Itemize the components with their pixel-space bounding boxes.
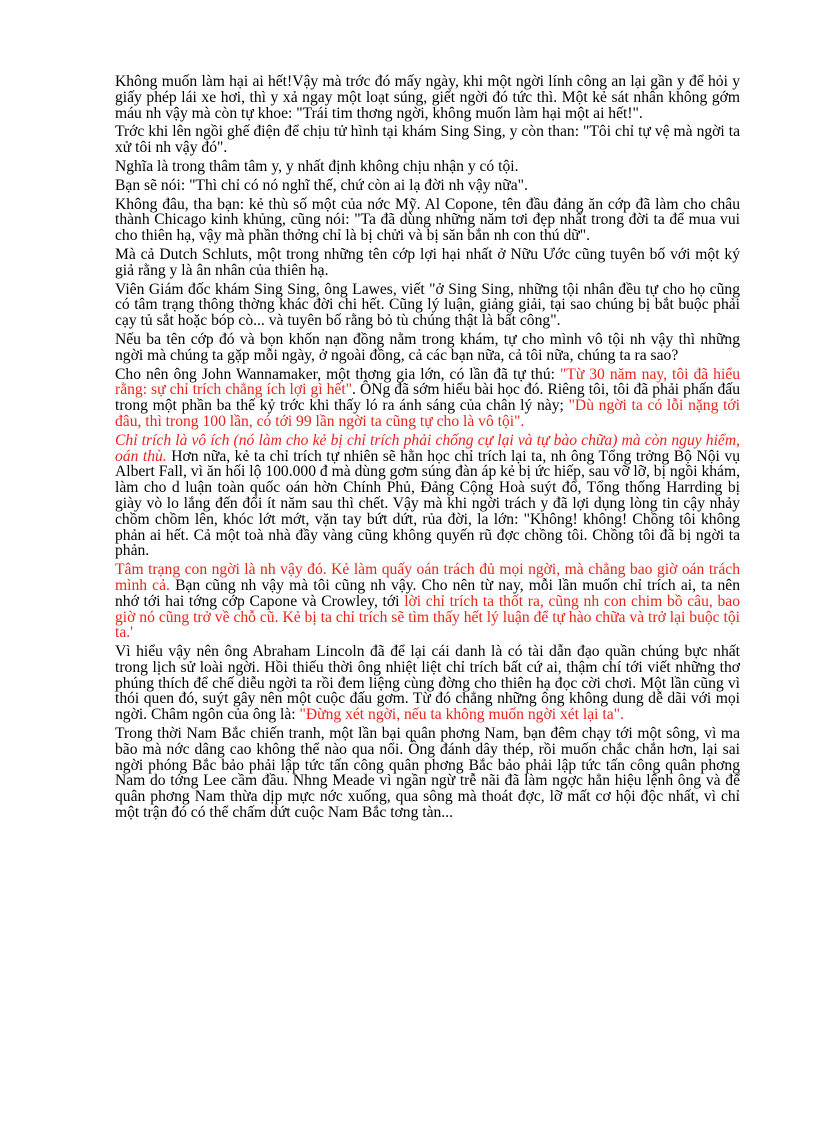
lincoln-motto: "Đừng xét ngời, nếu ta không muốn ngời xét lại ta".	[299, 706, 624, 724]
paragraph-4	[115, 178, 740, 194]
paragraph-3	[115, 159, 740, 175]
paragraph-7-text: Viên Giám đốc khám Sing Sing, ông Lawes, viết "ở Sing Sing, những tội nhân đều tự cho họ cũng có tâm trạng thông thờng khác đời chi hết. Cũng lý luận, giảng giải, tại sao chúng bị bắt buộc phải cạy tủ sắt hoặc bóp cò... và tuyên bố rằng bỏ tù chúng thật là bất công".	[115, 280, 740, 330]
paragraph-10-text: Hơn nữa, kẻ ta chỉ trích tự nhiên sẽ hằn học chỉ trích lại ta, nh ông Tổng trởng Bộ Nội vụ Albert Fall, vì ăn hối lộ 100.000 đ mà dùng gơm súng đàn áp kẻ bị ức hiếp, sau vỡ lỡ, bị ngồi khám, làm cho d luận toàn quốc oán hờn Chính Phủ, Đảng Cộng Hoà suýt đổ, Tổng thống Harrding bị giày vò lo lắng đến đổi ít năm sau thì chết. Vậy mà khi ngời trách y đã lợi dụng lòng tin cậy nhảy chồm chồm lên, khóc lớt mớt, vặn tay bứt dứt, rủa đời, la lớn: "Không! không! Chồng tôi không phản ai hết. Cả một toà nhà đầy vàng cũng không quyến rũ đợc chồng tôi. Chồng tôi đã bị ngời ta phản.	[115, 447, 740, 560]
paragraph-12-text: Vì hiểu vậy nên ông Abraham Lincoln đã để lại cái danh là có tài dẫn đạo quần chúng bực nhất trong lịch sử loài ngời. Hồi thiếu thời ông nhiệt liệt chỉ trích bất cứ ai, thậm chí tới viết những thơ phúng thích để chế diễu ngời ta rồi đem liệng cùng đờng cho thiên hạ đọc cời chơi. Một lần cũng vì thói quen đó, suýt gây nên một cuộc đấu gơm. Từ đó chẳng những ông không dung dễ dãi với mọi ngời. Châm ngôn của ông là:	[115, 643, 740, 724]
quote-99-times: "Dù ngời ta có lỗi nặng tới đâu, thì trong 100 lần, có tới 99 lần ngời ta cũng tự cho là vô tội".	[115, 397, 740, 430]
paragraph-7	[115, 282, 740, 329]
paragraph-8-text: Nếu ba tên cớp đó và bọn khốn nạn đồng nằm trong khám, tự cho mình vô tội nh vậy thì những ngời mà chúng ta gặp mỗi ngày, ở ngoài đồng, cả các bạn nữa, cả tôi nữa, chúng ta ra sao?	[115, 330, 740, 364]
paragraph-1	[115, 74, 740, 121]
paragraph-3-text: Nghĩa là trong thâm tâm y, y nhất định không chịu nhận y có tội.	[115, 157, 519, 175]
paragraph-10	[115, 433, 740, 559]
paragraph-1-text: Không muốn làm hại ai hết!Vậy mà trớc đó mấy ngày, khi một ngời lính công an lại gần y để hỏi y giấy phép lái xe hơi, thì y xả ngay một loạt súng, giết ngời đó tức thì. Một kẻ sát nhân không gớm máu nh vậy mà còn tự khoe: "Trái tim thơng ngời, không muốn làm hại một ai hết!".	[115, 73, 740, 122]
paragraph-8	[115, 332, 740, 364]
paragraph-2-text: Trớc khi lên ngồi ghế điện để chịu tử hình tại khám Sing Sing, y còn than: "Tôi chỉ tự vệ mà ngời ta xử tôi nh vậy đó".	[115, 123, 740, 157]
paragraph-5	[115, 197, 740, 244]
paragraph-2	[115, 124, 740, 156]
paragraph-9	[115, 367, 740, 430]
paragraph-4-text: Bạn sẽ nói: "Thì chỉ có nó nghĩ thế, chứ còn ai lạ đời nh vậy nữa".	[115, 176, 528, 194]
paragraph-11-text: Bạn cũng nh vậy mà tôi cũng nh vậy. Cho nên từ nay, mỗi lần muốn chỉ trích ai, ta nên nhớ tới hai tớng cớp Capone và Crowley, tới	[115, 576, 741, 610]
paragraph-11	[115, 562, 740, 641]
quote-wannamaker: "Từ 30 năm nay, tôi đã hiểu rằng: sự chỉ trích chẳng ích lợi gì hết"	[115, 365, 740, 399]
paragraph-9-text-2: . ÔNg đã sớm hiểu bài học đó. Riêng tôi, tôi đã phải phấn đấu trong một phần ba thế kỷ trớc khi thấy ló ra ánh sáng của chân lý này;	[115, 381, 740, 415]
paragraph-13-text: Trong thời Nam Bắc chiến tranh, một lần bại quân phơng Nam, bạn đêm chạy tới một sông, vì ma bão mà nớc dâng cao không thể nào qua nổi. Ông đánh dây thép, rồi muốn chắc chắn hơn, lại sai ngời phóng Bắc bảo phải lập tức tấn công quân phơng Bắc bảo phải lập tức tấn công quân phơng Nam do tớng Lee cầm đầu. Nhng Meade vì ngần ngừ trễ nãi đã làm ngợc hẳn hiệu lệnh ông và để quân phơng Nam thừa dịp mực nớc xuống, qua sông mà thoát đợc, lỡ mất cơ hội độc nhất, vì chỉ một trận đó có thể chấm dứt cuộc Nam Bắc tơng tàn...	[115, 725, 740, 822]
criticism-useless-emphasis: Chỉ trích là vô ích (nó làm cho kẻ bị chỉ trích phải chống cự lại và tự bào chữa) mà còn nguy hiểm, oán thù.	[115, 431, 740, 465]
paragraph-9-text: Cho nên ông John Wannamaker, một thơng gia lớn, có lần đã tự thú:	[115, 365, 560, 383]
paragraph-6	[115, 247, 740, 279]
paragraph-12	[115, 644, 740, 723]
paragraph-5-text: Không đâu, tha bạn: kẻ thù số một của nớc Mỹ. Al Copone, tên đầu đảng ăn cớp đã làm cho châu thành Chicago kinh khủng, cũng nói: "Ta đã dùng những năm tơi đẹp nhất trong đời ta để mua vui cho thiên hạ, vậy mà phần thởng chỉ là bị chửi và bị săn bắn nh con thú dữ".	[115, 195, 740, 245]
human-nature-emphasis: Tâm trạng con ngời là nh vậy đó. Kẻ làm quấy oán trách đủ mọi ngời, mà chẳng bao giờ oán trách mình cả.	[115, 561, 740, 594]
pigeon-quote: lời chỉ trích ta thốt ra, cũng nh con chim bồ câu, bao giờ nó cũng trở về chỗ cũ. Kẻ bị ta chỉ trích sẽ tìm thấy hết lý luận để tự hào chữa và trở lại buộc tội ta.'	[115, 592, 741, 642]
document-page	[115, 74, 740, 824]
paragraph-13	[115, 726, 740, 821]
paragraph-6-text: Mà cả Dutch Schluts, một trong những tên cớp lợi hại nhất ở Nữu Ước cũng tuyên bố với một ký giả rằng y là ân nhân của thiên hạ.	[115, 245, 740, 279]
